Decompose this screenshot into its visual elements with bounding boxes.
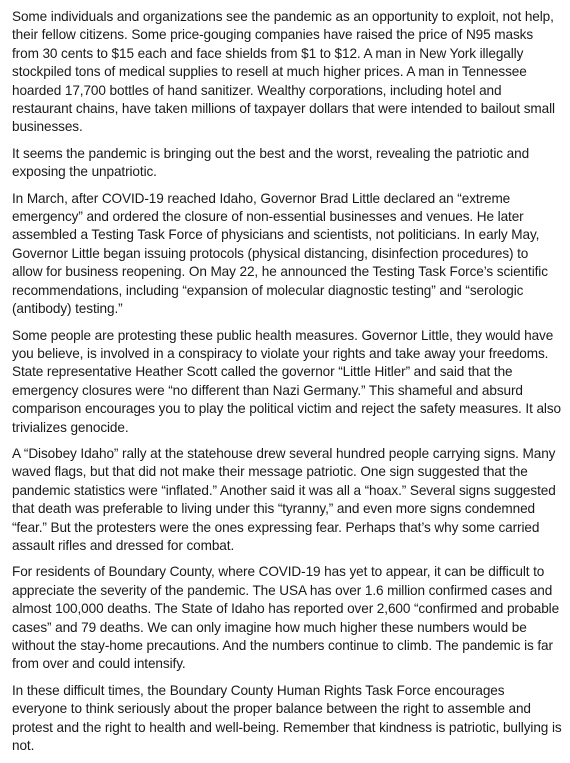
- paragraph-price-gouging: Some individuals and organizations see the pandemic as an opportunity to exploit, not help, their fellow citizens. Some price-gouging companies have raised the price of N95 masks from 30 cents to $15 each and face shields from $1 to $12. A man in New York illegally stockpiled tons of medical supplies to resell at much higher prices. A man in Tennessee hoarded 17,700 bottles of hand sanitizer. Wealthy corporations, including hotel and restaurant chains, have taken millions of taxpayer dollars that were intended to bailout small businesses.: [12, 9, 555, 135]
- paragraph-best-and-worst: It seems the pandemic is bringing out the best and the worst, revealing the patriotic and exposing the unpatriotic.: [12, 145, 530, 180]
- paragraph-conclusion: In these difficult times, the Boundary County Human Rights Task Force encourages everyone to think seriously about the proper balance between the right to assemble and protest and the right to health and well-being. Remember that kindness is patriotic, bullying is not.: [12, 682, 562, 754]
- paragraph-disobey-rally: A “Disobey Idaho” rally at the statehouse drew several hundred people carrying signs. Many waved flags, but that did not make their message patriotic. One sign suggested that the pandemic statistics were “inflated.” Another said it was all a “hoax.” Several signs suggested that death was preferable to living under this “tyranny,” and even more signs condemned “fear.” But the protesters were the ones expressing fear. Perhaps that’s why some carried assault rifles and dressed for combat.: [12, 445, 556, 553]
- paragraph-boundary-county: For residents of Boundary County, where COVID-19 has yet to appear, it can be difficult to appreciate the severity of the pandemic. The USA has over 1.6 million confirmed cases and almost 100,000 deaths. The State of Idaho has reported over 2,600 “confirmed and probable cases” and 79 deaths. We can only imagine how much higher these numbers would be without the stay-home precautions. And the numbers continue to climb. The pandemic is far from over and could intensify.: [12, 564, 560, 672]
- paragraph-governor-response: In March, after COVID-19 reached Idaho, Governor Brad Little declared an “extreme emergency” and ordered the closure of non-essential businesses and venues. He later assembled a Testing Task Force of physicians and scientists, not politicians. In early May, Governor Little began issuing protocols (physical distancing, disinfection procedures) to allow for business reopening. On May 22, he announced the Testing Task Force’s scientific recommendations, including “expansion of molecular diagnostic testing” and “serologic (antibody) testing.”: [12, 190, 548, 317]
- paragraph-protests: Some people are protesting these public health measures. Governor Little, they would have you believe, is involved in a conspiracy to violate your rights and take away your freedoms. State representative Heather Scott called the governor “Little Hitler” and said that the emergency closures were “no different than Nazi Germany.” This shameful and absurd comparison encourages you to play the political victim and reject the safety measures. It also trivializes genocide.: [12, 327, 561, 435]
- article-text: [12, 8, 562, 763]
